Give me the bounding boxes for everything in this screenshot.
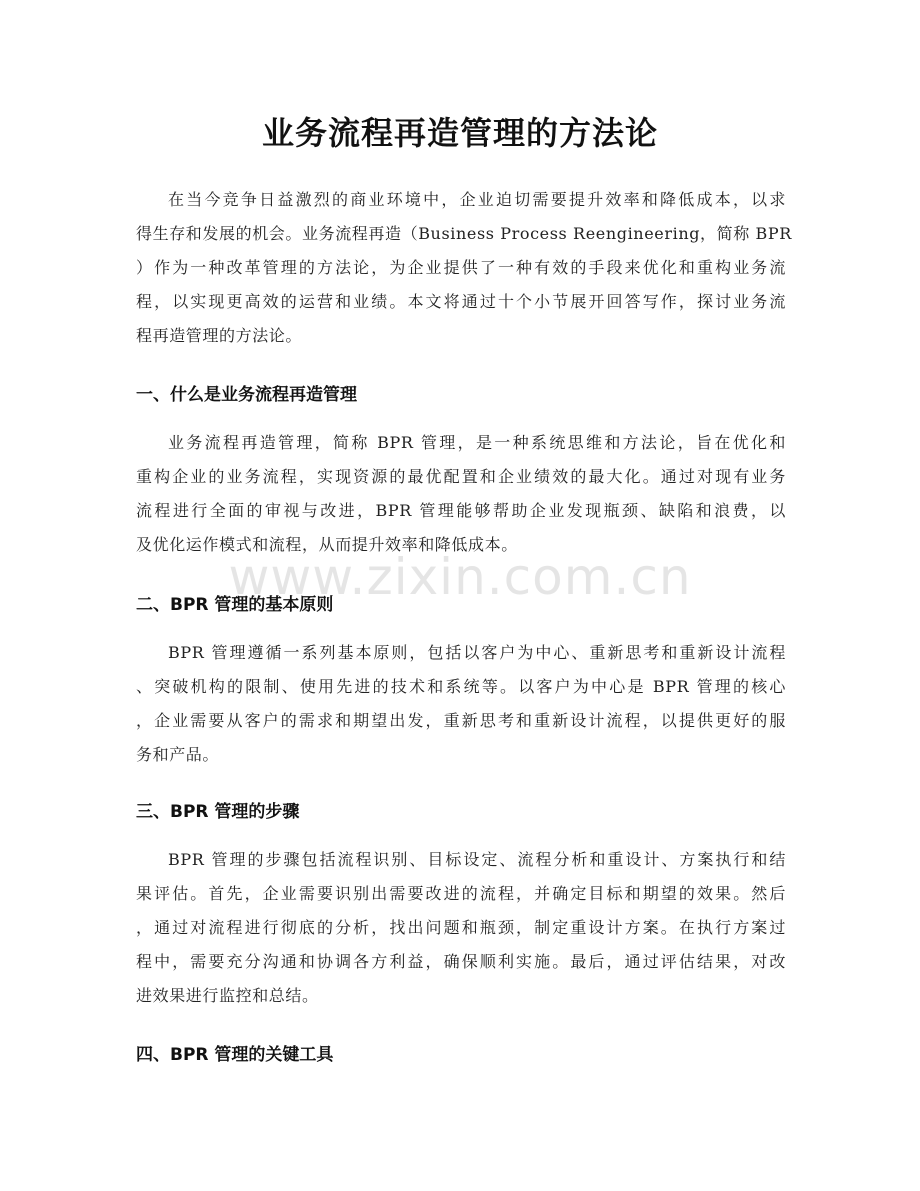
paragraph-line: 流程进行全面的审视与改进，BPR 管理能够帮助企业发现瓶颈、缺陷和浪费，以: [136, 501, 786, 520]
paragraph-line: 得生存和发展的机会。业务流程再造（Business Process Reengineering，简称 BPR: [136, 224, 792, 243]
section-heading: 四、BPR 管理的关键工具: [136, 1045, 334, 1065]
paragraph-line: 及优化运作模式和流程，从而提升效率和降低成本。: [136, 535, 518, 554]
section-paragraph: [136, 426, 786, 562]
section-paragraph: [136, 843, 786, 1013]
section-heading: 二、BPR 管理的基本原则: [136, 595, 334, 615]
paragraph-line: 果评估。首先，企业需要识别出需要改进的流程，并确定目标和期望的效果。然后: [136, 884, 786, 903]
section-paragraph: [136, 636, 786, 772]
paragraph-line: BPR 管理的步骤包括流程识别、目标设定、流程分析和重设计、方案执行和结: [168, 850, 786, 869]
paragraph-line: 、突破机构的限制、使用先进的技术和系统等。以客户为中心是 BPR 管理的核心: [136, 677, 786, 696]
paragraph-line: ，企业需要从客户的需求和期望出发，重新思考和重新设计流程，以提供更好的服: [136, 711, 786, 730]
paragraph-line: 程再造管理的方法论。: [136, 326, 303, 345]
watermark: www.zixin.com.cn: [228, 548, 692, 606]
paragraph-line: 进效果进行监控和总结。: [136, 986, 319, 1005]
paragraph-line: BPR 管理遵循一系列基本原则，包括以客户为中心、重新思考和重新设计流程: [168, 643, 786, 662]
paragraph-line: 重构企业的业务流程，实现资源的最优配置和企业绩效的最大化。通过对现有业务: [136, 467, 786, 486]
paragraph-line: 程中，需要充分沟通和协调各方利益，确保顺利实施。最后，通过评估结果，对改: [136, 952, 786, 971]
paragraph-line: 业务流程再造管理，简称 BPR 管理，是一种系统思维和方法论，旨在优化和: [168, 433, 786, 452]
paragraph-line: ，通过对流程进行彻底的分析，找出问题和瓶颈，制定重设计方案。在执行方案过: [136, 918, 786, 937]
paragraph-line: 程，以实现更高效的运营和业绩。本文将通过十个小节展开回答写作，探讨业务流: [136, 292, 786, 311]
paragraph-line: 务和产品。: [136, 745, 220, 764]
intro-paragraph: [136, 183, 792, 353]
document-title: 业务流程再造管理的方法论: [261, 114, 658, 152]
paragraph-line: ）作为一种改革管理的方法论，为企业提供了一种有效的手段来优化和重构业务流: [136, 258, 786, 277]
paragraph-line: 在当今竞争日益激烈的商业环境中，企业迫切需要提升效率和降低成本，以求: [168, 190, 786, 209]
section-heading: 一、什么是业务流程再造管理: [136, 385, 357, 405]
section-heading: 三、BPR 管理的步骤: [136, 802, 300, 822]
